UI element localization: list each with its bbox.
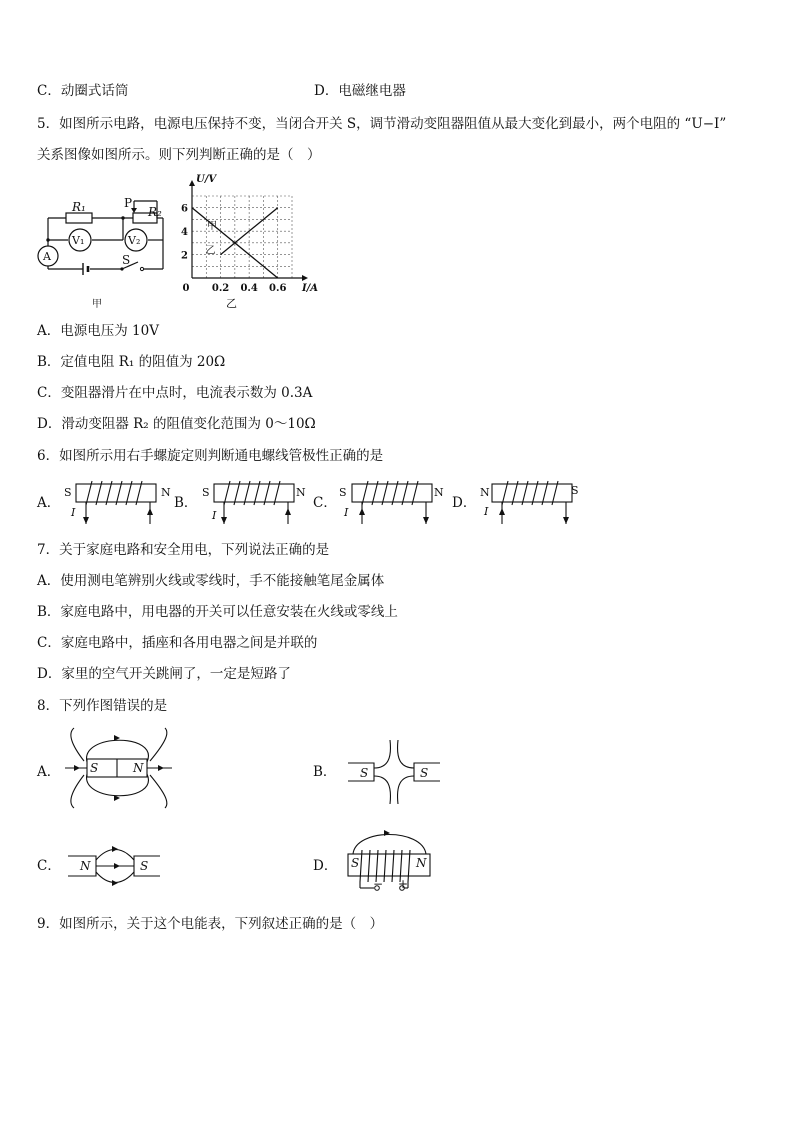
ammeter-label: A — [43, 250, 51, 263]
q6-letter-c: C． — [313, 495, 337, 511]
solenoid-c-svg — [338, 478, 448, 526]
fig-yi-caption: 乙 — [226, 297, 237, 310]
v2-label: V₂ — [128, 234, 141, 247]
solenoid-core — [76, 484, 156, 502]
solenoid-d-current: I — [484, 505, 489, 518]
q7-option-a: A．使用测电笔辨别火线或零线时，手不能接触笔尾金属体 — [37, 573, 385, 589]
q6-stem: 6．如图所示用右手螺旋定则判断通电螺线管极性正确的是 — [37, 448, 384, 464]
solenoid-coil-turn — [392, 481, 398, 505]
q8-fig-b — [348, 738, 443, 804]
solenoid-coil-turn — [532, 481, 538, 505]
solenoid-coil-turn — [136, 481, 142, 505]
current-arrow-left — [499, 508, 505, 515]
q6-solenoid-c — [338, 478, 448, 526]
solenoid-b-left-pole: S — [202, 486, 210, 499]
solenoid-coil-turn — [412, 481, 418, 505]
v1-label: V₁ — [72, 234, 85, 247]
q5-ui-graph-svg — [180, 174, 330, 303]
r2-label: R₂ — [148, 205, 162, 219]
solenoid-b-svg — [200, 478, 310, 526]
solenoid-core — [352, 484, 432, 502]
current-arrow-right — [423, 517, 429, 524]
q7-option-d: D．家里的空气开关跳闸了，一定是短路了 — [37, 666, 291, 682]
y-tick-label: 2 — [181, 250, 188, 262]
q4-option-c: C．动圈式话筒 — [37, 83, 129, 99]
fig-jia-caption: 甲 — [92, 299, 102, 310]
solenoid-d-left-pole: N — [480, 486, 490, 499]
solenoid-coil-turn — [126, 481, 132, 505]
y-axis-arrow — [189, 180, 195, 186]
origin-label: 0 — [182, 283, 190, 294]
q9-stem: 9．如图所示，关于这个电能表，下列叙述正确的是（ ） — [37, 916, 384, 932]
solenoid-coil-turn — [402, 481, 408, 505]
q8-stem: 8．下列作图错误的是 — [37, 698, 168, 714]
current-arrow-left — [221, 517, 227, 524]
solenoid-coil-turn — [106, 481, 112, 505]
solenoid-coil-turn — [362, 481, 368, 505]
solenoid-c-left-pole: S — [339, 486, 347, 499]
q6-letter-b: B． — [174, 495, 198, 511]
current-arrow-right — [147, 508, 153, 515]
q6-letter-d: D． — [452, 495, 477, 511]
solenoid-coil-turn — [254, 481, 260, 505]
q5-ui-graph — [180, 174, 330, 303]
q5-option-c: C．变阻器滑片在中点时，电流表示数为 0.3A — [37, 385, 313, 401]
y-tick-label: 4 — [181, 227, 188, 239]
q8-fig-c — [68, 842, 164, 888]
solenoid-coil-turn — [264, 481, 270, 505]
solenoid-a-left-pole: S — [64, 486, 72, 499]
solenoid-coil-turn — [234, 481, 240, 505]
current-arrow-right — [563, 517, 569, 524]
x-tick-label: 0.4 — [240, 283, 258, 294]
y-axis-label: U/V — [196, 174, 217, 185]
p-label: P — [124, 196, 133, 210]
solenoid-b-right-pole: N — [296, 486, 306, 499]
q5-option-d: D．滑动变阻器 R₂ 的阻值变化范围为 0～10Ω — [37, 416, 316, 432]
solenoid-a-current: I — [71, 506, 76, 519]
x-axis-label: I/A — [301, 283, 319, 294]
q8-letter-d: D． — [313, 858, 338, 874]
solenoid-coil-turn — [224, 481, 230, 505]
solenoid-coil-turn — [512, 481, 518, 505]
q8-fig-a — [60, 728, 180, 808]
solenoid-coil-turn — [116, 481, 122, 505]
q8-fig-d-plus: + — [398, 877, 409, 891]
q8-fig-c-left-pole: N — [80, 859, 91, 873]
y-tick-label: 6 — [181, 203, 188, 215]
current-arrow-left — [83, 517, 89, 524]
q5-circuit-figure — [38, 196, 168, 296]
q8-fig-c-right-pole: S — [140, 859, 149, 873]
solenoid-coil-turn — [522, 481, 528, 505]
solenoid-core — [214, 484, 294, 502]
solenoid-core — [492, 484, 572, 502]
r1-label: R₁ — [72, 200, 86, 214]
solenoid-coil-turn — [552, 481, 558, 505]
q6-solenoid-b — [200, 478, 310, 526]
q6-letter-a: A． — [37, 495, 61, 511]
switch-label: S — [122, 253, 131, 267]
q5-stem-line1: 5．如图所示电路，电源电压保持不变，当闭合开关 S，调节滑动变阻器阻值从最大变化到最小，两个电阻的 “U−I” — [37, 116, 727, 132]
q8-letter-a: A． — [37, 764, 61, 780]
solenoid-coil-turn — [382, 481, 388, 505]
q7-stem: 7．关于家庭电路和安全用电，下列说法正确的是 — [37, 542, 330, 558]
q8-fig-b-right-pole: S — [420, 766, 429, 780]
q7-option-b: B．家庭电路中，用电器的开关可以任意安装在火线或零线上 — [37, 604, 398, 620]
solenoid-c-right-pole: N — [434, 486, 444, 499]
q8-fig-d-minus: − — [373, 877, 384, 891]
solenoid-a-svg — [62, 478, 172, 526]
q8-fig-d-left-pole: S — [351, 856, 360, 870]
q8-fig-a-svg — [60, 728, 180, 808]
q8-fig-b-left-pole: S — [360, 766, 369, 780]
q7-option-c: C．家庭电路中，插座和各用电器之间是并联的 — [37, 635, 318, 651]
q8-fig-d — [346, 832, 432, 902]
q8-fig-a-right-pole: N — [133, 761, 144, 775]
q4-option-d: D．电磁继电器 — [314, 83, 406, 99]
q8-fig-d-right-pole: N — [416, 856, 427, 870]
x-tick-label: 0.6 — [269, 283, 287, 294]
solenoid-coil-turn — [372, 481, 378, 505]
q5-option-b: B．定值电阻 R₁ 的阻值为 20Ω — [37, 354, 226, 370]
solenoid-coil-turn — [86, 481, 92, 505]
series-label-jia: 甲 — [207, 220, 217, 232]
solenoid-coil-turn — [244, 481, 250, 505]
q8-letter-b: B． — [313, 764, 337, 780]
q5-stem-line2: 关系图像如图所示。则下列判断正确的是（ ） — [37, 147, 321, 163]
x-tick-label: 0.2 — [211, 283, 230, 294]
current-arrow-left — [359, 508, 365, 515]
q6-solenoid-d — [478, 478, 588, 526]
solenoid-coil-turn — [542, 481, 548, 505]
q6-solenoid-a — [62, 478, 172, 526]
current-arrow-right — [285, 508, 291, 515]
solenoid-coil-turn — [96, 481, 102, 505]
solenoid-coil-turn — [502, 481, 508, 505]
x-axis-arrow — [302, 275, 308, 281]
solenoid-a-right-pole: N — [161, 486, 171, 499]
q8-fig-a-left-pole: S — [90, 761, 99, 775]
q8-letter-c: C． — [37, 858, 61, 874]
solenoid-coil-turn — [274, 481, 280, 505]
solenoid-b-current: I — [212, 509, 217, 522]
series-label-yi: 乙 — [205, 245, 216, 257]
solenoid-d-right-pole: S — [571, 484, 579, 497]
solenoid-c-current: I — [344, 506, 349, 519]
q5-option-a: A．电源电压为 10V — [37, 323, 159, 339]
